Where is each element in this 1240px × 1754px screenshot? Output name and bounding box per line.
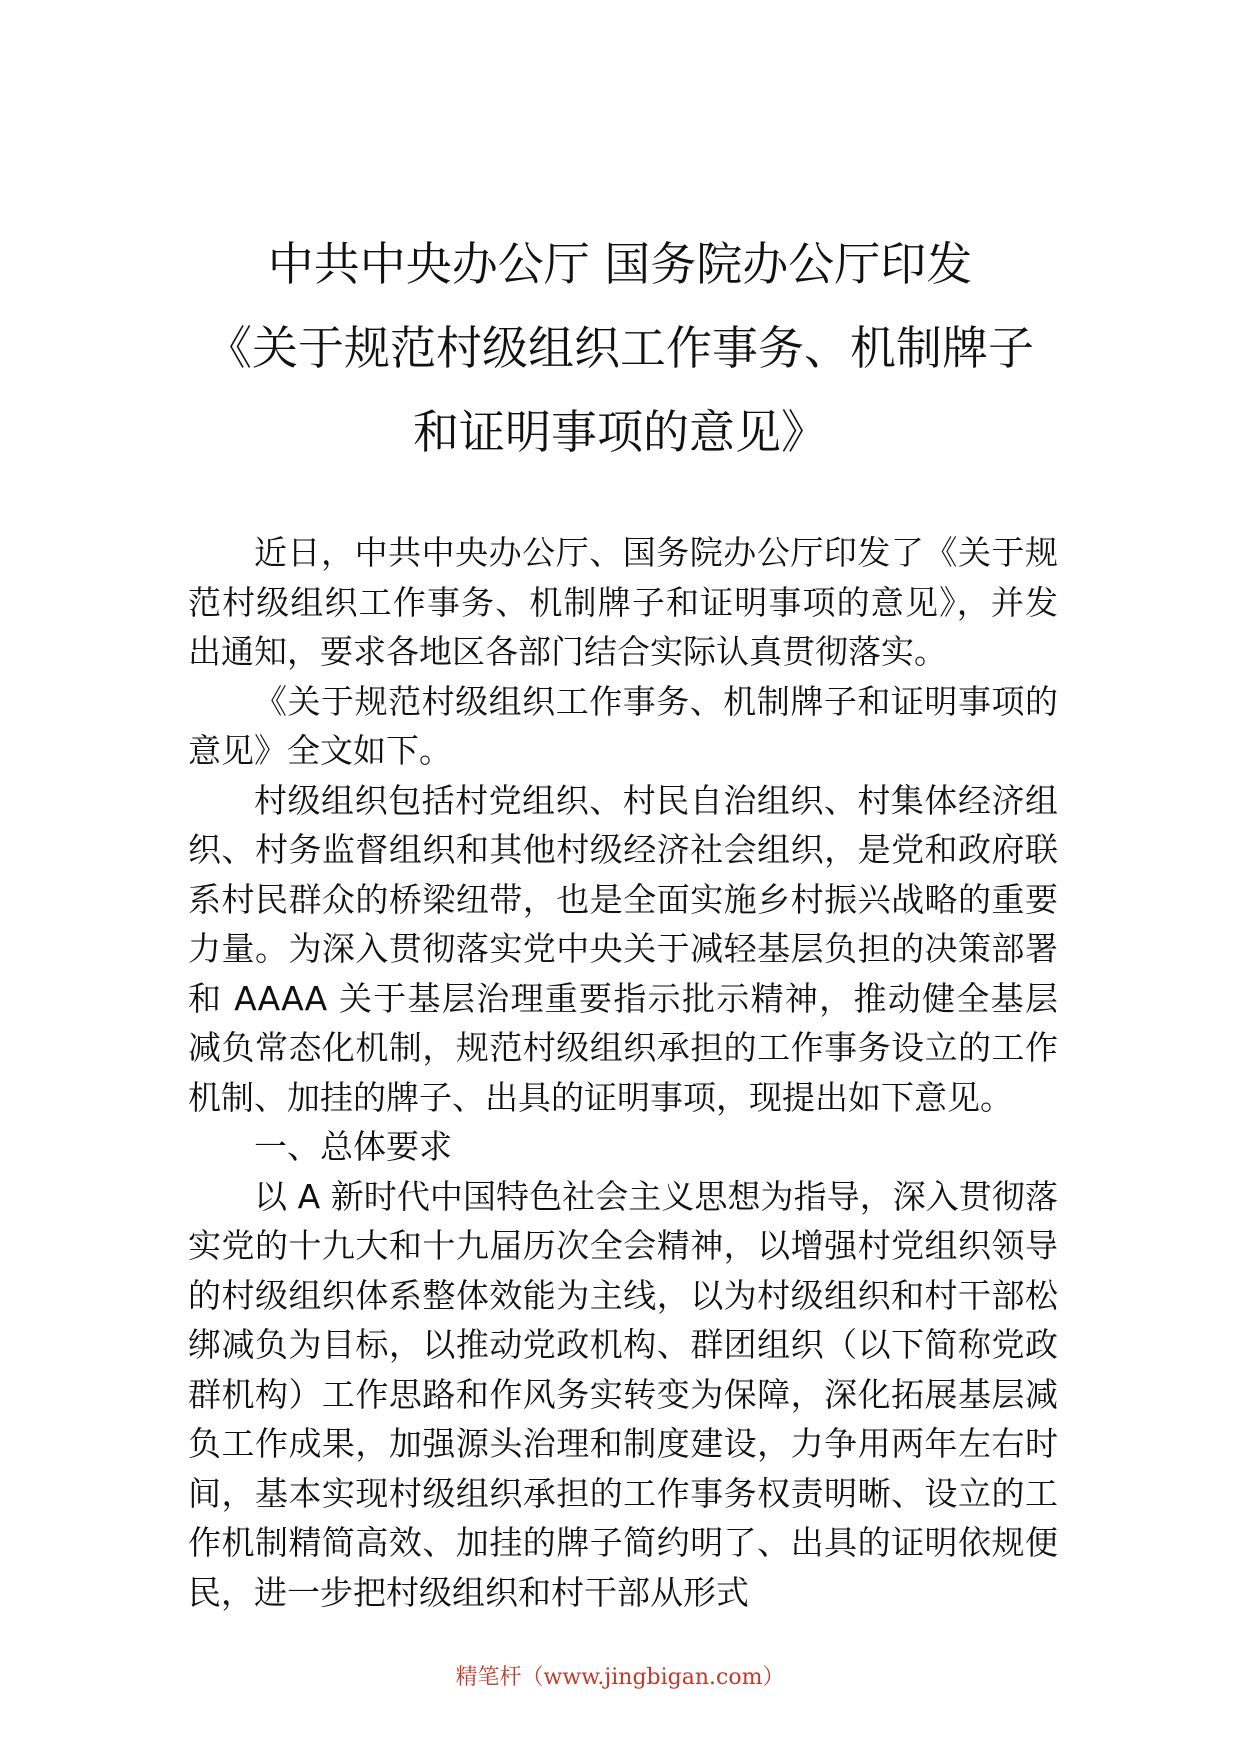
paragraph-intro: 近日，中共中央办公厅、国务院办公厅印发了《关于规范村级组织工作事务、机制牌子和证明事项的意见》，并发出通知，要求各地区各部门结合实际认真贯彻落实。 bbox=[188, 533, 1058, 671]
document-body bbox=[188, 528, 1058, 1617]
title-line-2: 《关于规范村级组织工作事务、机制牌子 bbox=[206, 321, 1034, 375]
document-title bbox=[140, 222, 1100, 474]
section-heading: 一、总体要求 bbox=[254, 1127, 452, 1166]
title-line-3: 和证明事项的意见》 bbox=[413, 405, 827, 459]
paragraph-general-requirements: 以 A 新时代中国特色社会主义思想为指导，深入贯彻落实党的十九大和十九届历次全会精神，以增强村党组织领导的村级组织体系整体效能为主线，以为村级组织和村干部松绑减负为目标，以推动党政机构、群团组织（以下简称党政群机构）工作思路和作风务实转变为保障，深化拓展基层减负工作成果，加强源头治理和制度建设，力争用两年左右时间，基本实现村级组织承担的工作事务权责明晰、设立的工作机制精简高效、加挂的牌子简约明了、出具的证明依规便民，进一步把村级组织和村干部从形式 bbox=[188, 1176, 1058, 1612]
paragraph-fulltext-note: 《关于规范村级组织工作事务、机制牌子和证明事项的意见》全文如下。 bbox=[188, 681, 1058, 770]
title-line-1: 中共中央办公厅 国务院办公厅印发 bbox=[267, 237, 973, 291]
footer-watermark-link[interactable]: 精笔杆（www.jingbigan.com） bbox=[455, 1665, 785, 1690]
paragraph-background: 村级组织包括村党组织、村民自治组织、村集体经济组织、村务监督组织和其他村级经济社会组织，是党和政府联系村民群众的桥梁纽带，也是全面实施乡村振兴战略的重要力量。为深入贯彻落实党中央关于减轻基层负担的决策部署和 AAAA 关于基层治理重要指示批示精神，推动健全基层减负常态化机制，规范村级组织承担的工作事务设立的工作机制、加挂的牌子、出具的证明事项，现提出如下意见。 bbox=[188, 780, 1058, 1117]
